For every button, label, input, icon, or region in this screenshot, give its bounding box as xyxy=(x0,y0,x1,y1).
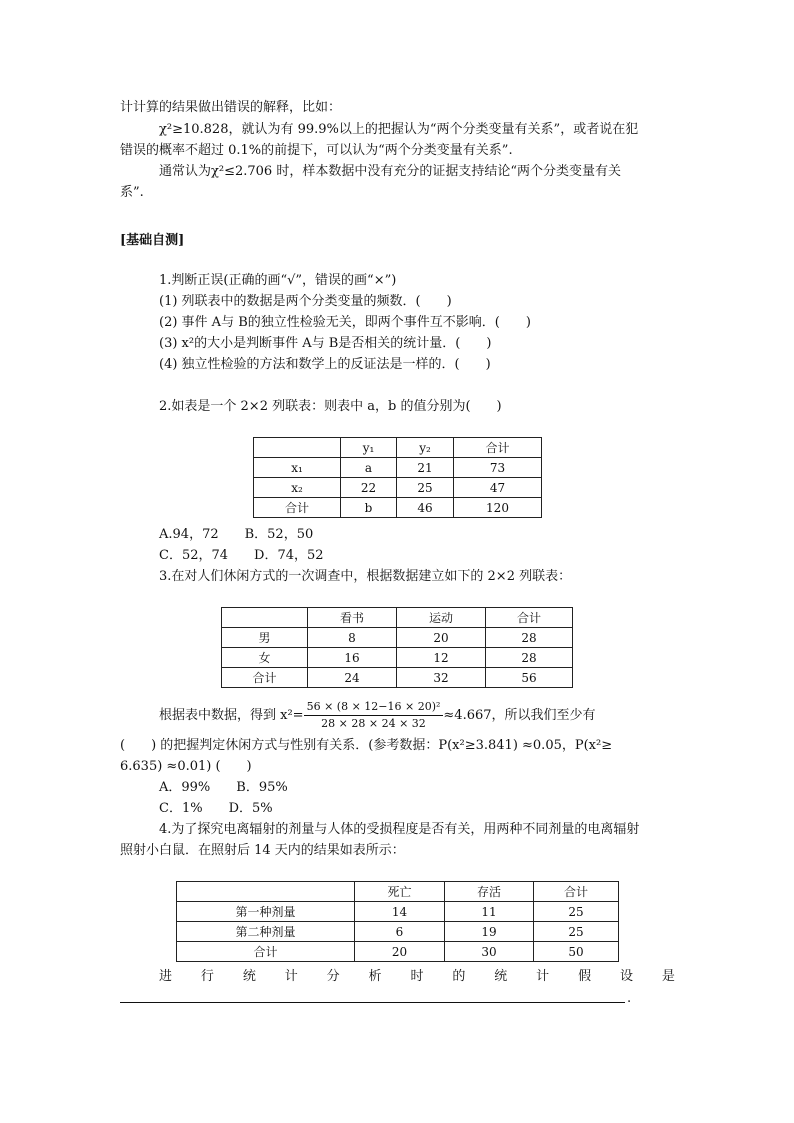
table-cell: 24 xyxy=(308,668,397,688)
table-row xyxy=(177,902,619,922)
table-cell: 死亡 xyxy=(355,882,445,902)
table-row xyxy=(222,628,573,648)
table-cell: 6 xyxy=(355,922,445,942)
prompt-char: 是 xyxy=(661,969,675,984)
q4-stem-2: 照射小白鼠．在照射后 14 天内的结果如表所示： xyxy=(120,843,405,858)
q1-item-4: (4) 独立性检验的方法和数学上的反证法是一样的．( ) xyxy=(159,357,491,372)
table-cell: 46 xyxy=(397,498,454,518)
formula-prefix: 根据表中数据，得到 x²= xyxy=(159,708,304,723)
table-cell: 合计 xyxy=(222,668,308,688)
intro-line-5: 系”. xyxy=(120,185,144,200)
table-cell: 56 xyxy=(486,668,573,688)
q2-stem: 2.如表是一个 2×2 列联表：则表中 a，b 的值分别为( ) xyxy=(159,399,502,414)
table-cell: 11 xyxy=(445,902,534,922)
table-cell: x₂ xyxy=(254,478,341,498)
prompt-char: 假 xyxy=(578,969,592,984)
table-cell: 30 xyxy=(445,942,534,962)
intro-line-4: 通常认为χ²≤2.706 时，样本数据中没有充分的证据支持结论“两个分类变量有关 xyxy=(159,164,621,179)
table-cell: 20 xyxy=(355,942,445,962)
table-cell xyxy=(254,438,341,458)
table-cell: 50 xyxy=(534,942,619,962)
table-row xyxy=(254,458,542,478)
prompt-char: 的 xyxy=(452,969,466,984)
intro-line-2: χ²≥10.828，就认为有 99.9%以上的把握认为“两个分类变量有关系”，或者说在犯 xyxy=(159,122,639,137)
table-cell: 8 xyxy=(308,628,397,648)
q1-item-3: (3) x²的大小是判断事件 A与 B是否相关的统计量．( ) xyxy=(159,336,492,351)
table-row xyxy=(177,942,619,962)
table-cell: a xyxy=(341,458,397,478)
table-cell: 120 xyxy=(454,498,542,518)
q3-stem: 3.在对人们休闲方式的一次调查中，根据数据建立如下的 2×2 列联表： xyxy=(159,569,572,584)
table-cell: x₁ xyxy=(254,458,341,478)
table-cell: 21 xyxy=(397,458,454,478)
prompt-char: 计 xyxy=(536,969,550,984)
table-cell: 14 xyxy=(355,902,445,922)
table-cell: 合计 xyxy=(454,438,542,458)
q1-item-2: (2) 事件 A与 B的独立性检验无关，即两个事件互不影响．( ) xyxy=(159,315,531,330)
table-cell: 16 xyxy=(308,648,397,668)
q1-stem: 1.判断正误(正确的画“√”，错误的画“×”) xyxy=(159,273,397,288)
q2-table xyxy=(253,437,542,518)
table-cell: 看书 xyxy=(308,608,397,628)
q4-hypothesis-prompt xyxy=(159,968,675,986)
table-cell: 20 xyxy=(397,628,486,648)
table-cell xyxy=(222,608,308,628)
chi-square-fraction xyxy=(304,699,444,732)
table-cell: 合计 xyxy=(534,882,619,902)
table-cell: b xyxy=(341,498,397,518)
q1-item-1: (1) 列联表中的数据是两个分类变量的频数．( ) xyxy=(159,294,452,309)
table-cell: 12 xyxy=(397,648,486,668)
section-title: [基础自测] xyxy=(120,233,185,248)
answer-end-mark: . xyxy=(627,991,632,1006)
table-cell: 女 xyxy=(222,648,308,668)
intro-line-3: 错误的概率不超过 0.1%的前提下，可以认为“两个分类变量有关系”. xyxy=(120,143,513,158)
table-row xyxy=(222,668,573,688)
table-cell: 25 xyxy=(534,902,619,922)
table-cell: 存活 xyxy=(445,882,534,902)
prompt-char: 行 xyxy=(200,969,214,984)
prompt-char: 分 xyxy=(326,969,340,984)
q3-formula-line xyxy=(159,699,596,733)
table-cell: 运动 xyxy=(397,608,486,628)
table-cell: 25 xyxy=(397,478,454,498)
table-cell: 合计 xyxy=(486,608,573,628)
q4-stem-1: 4.为了探究电离辐射的剂量与人体的受损程度是否有关，用两种不同剂量的电离辐射 xyxy=(159,822,640,837)
table-cell: 第一种剂量 xyxy=(177,902,355,922)
table-cell: 28 xyxy=(486,648,573,668)
q4-table xyxy=(176,881,619,962)
prompt-char: 统 xyxy=(242,969,256,984)
fraction-numerator: 56 × (8 × 12−16 × 20)² xyxy=(304,699,444,716)
q3-line-2: ( ) 的把握判定休闲方式与性别有关系．(参考数据：P(x²≥3.841) ≈0.05，P(x²≥ xyxy=(120,738,613,753)
table-row xyxy=(222,648,573,668)
table-cell: y₁ xyxy=(341,438,397,458)
table-cell: 第二种剂量 xyxy=(177,922,355,942)
q3-options-cd: C．1% D．5% xyxy=(159,801,273,816)
table-cell: 22 xyxy=(341,478,397,498)
table-cell: 47 xyxy=(454,478,542,498)
table-cell: 25 xyxy=(534,922,619,942)
table-cell xyxy=(177,882,355,902)
prompt-char: 析 xyxy=(368,969,382,984)
table-cell: 男 xyxy=(222,628,308,648)
prompt-char: 进 xyxy=(159,969,173,984)
table-row xyxy=(177,922,619,942)
intro-line-1: 计计算的结果做出错误的解释，比如： xyxy=(120,100,342,115)
table-cell: y₂ xyxy=(397,438,454,458)
fraction-denominator: 28 × 28 × 24 × 32 xyxy=(321,717,426,730)
table-row xyxy=(177,882,619,902)
table-cell: 28 xyxy=(486,628,573,648)
q3-options-ab: A．99% B．95% xyxy=(159,780,288,795)
prompt-char: 计 xyxy=(284,969,298,984)
table-cell: 73 xyxy=(454,458,542,478)
table-row xyxy=(254,478,542,498)
prompt-char: 设 xyxy=(619,969,633,984)
formula-suffix: ≈4.667，所以我们至少有 xyxy=(443,708,596,723)
table-cell: 合计 xyxy=(254,498,341,518)
q3-table xyxy=(221,607,573,688)
table-row xyxy=(254,498,542,518)
q2-options-ab: A.94，72 B．52，50 xyxy=(159,527,314,542)
table-row xyxy=(222,608,573,628)
q2-options-cd: C．52，74 D．74，52 xyxy=(159,548,324,563)
table-cell: 19 xyxy=(445,922,534,942)
prompt-char: 时 xyxy=(410,969,424,984)
q3-line-3: 6.635) ≈0.01) ( ) xyxy=(120,759,252,774)
answer-blank-line[interactable] xyxy=(120,1002,625,1003)
prompt-char: 统 xyxy=(494,969,508,984)
table-cell: 合计 xyxy=(177,942,355,962)
table-row xyxy=(254,438,542,458)
table-cell: 32 xyxy=(397,668,486,688)
